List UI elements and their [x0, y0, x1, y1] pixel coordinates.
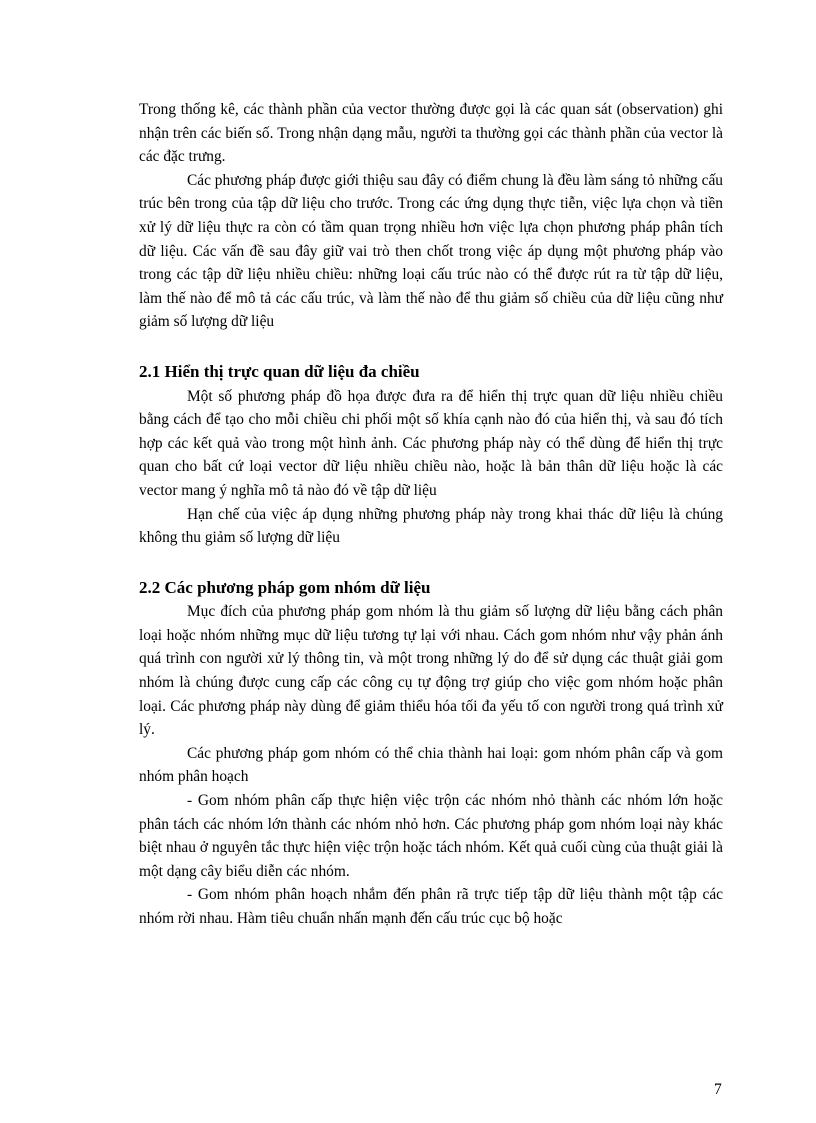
- page-content: [139, 98, 723, 931]
- section-2-1-paragraph-2: Hạn chế của việc áp dụng những phương pháp này trong khai thác dữ liệu là chúng không thu giảm số lượng dữ liệu: [139, 505, 723, 547]
- intro-paragraph-2: Các phương pháp được giới thiệu sau đây có điểm chung là đều làm sáng tỏ những cấu trúc bên trong của tập dữ liệu cho trước. Trong các ứng dụng thực tiễn, việc lựa chọn và tiền xử lý dữ liệu thực ra còn có tầm quan trọng nhiều hơn việc lựa chọn phương pháp phân tích dữ liệu. Các vấn đề sau đây giữ vai trò then chốt trong việc áp dụng một phương pháp vào trong các tập dữ liệu nhiều chiều: những loại cấu trúc nào có thể được rút ra từ tập dữ liệu, làm thế nào để mô tả các cấu trúc, và làm thế nào để thu giảm số chiều của dữ liệu cũng như giảm số lượng dữ liệu: [139, 171, 723, 331]
- section-2-2-bullet-1: - Gom nhóm phân cấp thực hiện việc trộn các nhóm nhỏ thành các nhóm lớn hoặc phân tách các nhóm lớn thành các nhóm nhỏ hơn. Các phương pháp gom nhóm loại này khác biệt nhau ở nguyên tắc thực hiện việc trộn hoặc tách nhóm. Kết quả cuối cùng của thuật giải là một dạng cây biểu diễn các nhóm.: [139, 792, 723, 880]
- section-2-2-heading: 2.2 Các phương pháp gom nhóm dữ liệu: [139, 577, 431, 597]
- section-2-1-paragraph-1: Một số phương pháp đồ họa được đưa ra để hiển thị trực quan dữ liệu nhiều chiều bằng cách để tạo cho mỗi chiều chi phối một số khía cạnh nào đó của hiển thị, và sau đó tích hợp các kết quả vào trong một hình ảnh. Các phương pháp này có thể dùng để hiển thị trực quan cho bất cứ loại vector dữ liệu nhiều chiều nào, hoặc là bản thân dữ liệu hoặc là các vector mang ý nghĩa mô tả nào đó về tập dữ liệu: [139, 387, 723, 499]
- section-2-1-heading: 2.1 Hiển thị trực quan dữ liệu đa chiều: [139, 361, 420, 381]
- section-2-2-paragraph-2: Các phương pháp gom nhóm có thể chia thành hai loại: gom nhóm phân cấp và gom nhóm phân hoạch: [139, 744, 723, 786]
- section-2-2-bullet-2: - Gom nhóm phân hoạch nhắm đến phân rã trực tiếp tập dữ liệu thành một tập các nhóm rời nhau. Hàm tiêu chuẩn nhấn mạnh đến cấu trúc cục bộ hoặc: [139, 886, 723, 927]
- page-number: 7: [714, 1081, 722, 1098]
- intro-paragraph-1: Trong thống kê, các thành phần của vector thường được gọi là các quan sát (observation) ghi nhận trên các biến số. Trong nhận dạng mẫu, người ta thường gọi các thành phần của vector là các đặc trưng.: [139, 101, 723, 166]
- section-2-2-paragraph-1: Mục đích của phương pháp gom nhóm là thu giảm số lượng dữ liệu bằng cách phân loại hoặc nhóm những mục dữ liệu tương tự lại với nhau. Cách gom nhóm như vậy phản ánh quá trình con người xử lý thông tin, và một trong những lý do để sử dụng các thuật giải gom nhóm là chúng được cung cấp các công cụ tự động trợ giúp cho việc gom nhóm hoặc phân loại. Các phương pháp này dùng để giảm thiểu hóa tối đa yếu tố con người trong quá trình xử lý.: [139, 603, 723, 739]
